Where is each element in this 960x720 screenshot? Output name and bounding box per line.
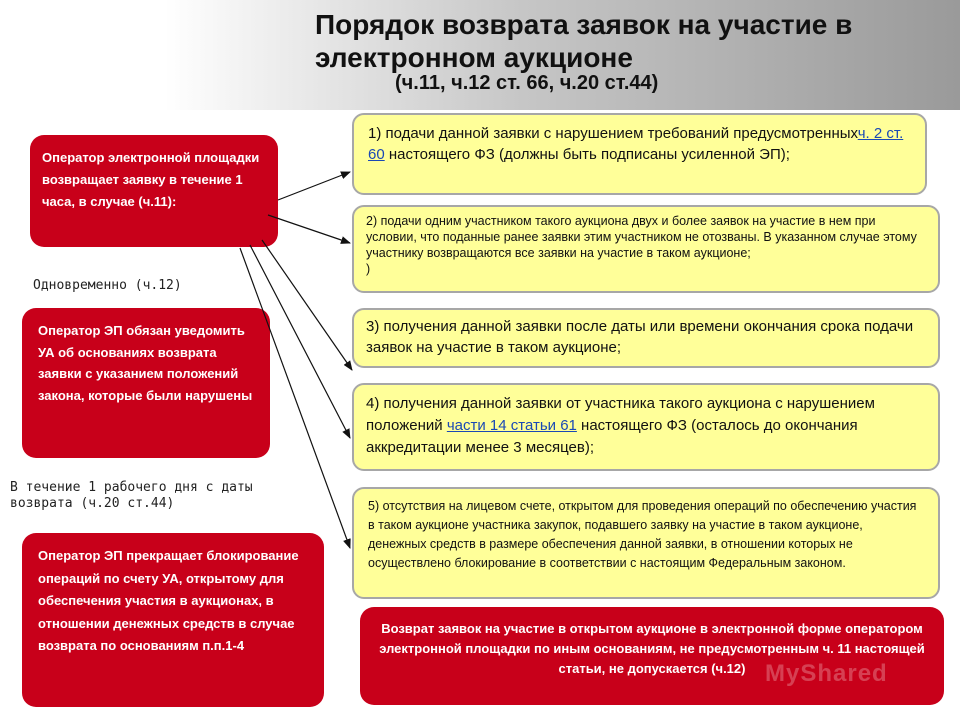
operator-returns-text: Оператор электронной площадки возвращает заявку в течение 1 часа, в случае (ч.11): xyxy=(42,150,260,209)
simultaneously-note: Одновременно (ч.12) xyxy=(33,278,182,293)
reason-4-text-after: настоящего ФЗ (осталось до окончания аккредитации менее 3 месяцев); xyxy=(366,417,858,456)
arrow-to-reason-1 xyxy=(278,172,350,200)
reason-5-text: 5) отсутствия на лицевом счете, открытом для проведения операций по обеспечению участия в таком аукционе участника закупок, подавшего заявку на участие в таком аукционе, денежных средств в размере обеспечения данной заявки, в отношении которых не осуществлено блокирование в соответствии с настоящим Федеральным законом. xyxy=(368,499,917,570)
other-grounds-box xyxy=(360,607,944,705)
operator-notify-text: Оператор ЭП обязан уведомить УА об основаниях возврата заявки с указанием положений закона, которые были нарушены xyxy=(38,323,253,403)
reason-2-extra: ) xyxy=(366,262,371,276)
reason-box-3 xyxy=(352,308,940,368)
arrow-to-reason-2 xyxy=(268,215,350,243)
reason-box-2 xyxy=(352,205,940,293)
arrow-to-reason-4 xyxy=(250,245,350,438)
page-subtitle: (ч.11, ч.12 ст. 66, ч.20 ст.44) xyxy=(395,72,659,94)
arrow-to-reason-5 xyxy=(240,248,350,548)
reason-4-law-link[interactable]: части 14 статьи 61 xyxy=(446,417,577,434)
watermark-logo: MyShared xyxy=(765,660,888,687)
reason-1-law-link[interactable]: ч. 2 ст. 60 xyxy=(368,125,904,163)
reason-1-text-after: настоящего ФЗ (должны быть подписаны усиленной ЭП); xyxy=(384,146,790,163)
one-business-day-note: В течение 1 рабочего дня с даты возврата (ч.20 ст.44) xyxy=(10,480,253,511)
reason-box-5 xyxy=(352,487,940,599)
reason-1-text-before: 1) подачи данной заявки с нарушением требований предусмотренных xyxy=(368,125,858,142)
other-grounds-text: Возврат заявок на участие в открытом аукционе в электронной форме оператором электронной площадки по иным основаниям, не предусмотренным ч. 11 настоящей статьи, не допускается (ч.12) xyxy=(379,621,925,676)
arrow-to-reason-3 xyxy=(262,240,352,370)
page-title: Порядок возврата заявок на участие в электронном аукционе xyxy=(315,9,853,73)
reason-2-text: 2) подачи одним участником такого аукциона двух и более заявок на участие в нем при условии, что поданные ранее заявки этим участником не отозваны. В указанном случае этому участнику возвращаются все заявки на участие в таком аукционе; xyxy=(366,214,917,260)
reason-box-1 xyxy=(352,113,927,195)
operator-unblock-text: Оператор ЭП прекращает блокирование операций по счету УА, открытому для обеспечения участия в аукционах, в отношении денежных средств в случае возврата по основаниям п.п.1-4 xyxy=(38,548,299,653)
reason-4-text-before: 4) получения данной заявки от участника такого аукциона с нарушением положений xyxy=(366,395,875,434)
reason-box-4 xyxy=(352,383,940,471)
reason-3-text: 3) получения данной заявки после даты или времени окончания срока подачи заявок на участие в таком аукционе; xyxy=(366,318,914,356)
